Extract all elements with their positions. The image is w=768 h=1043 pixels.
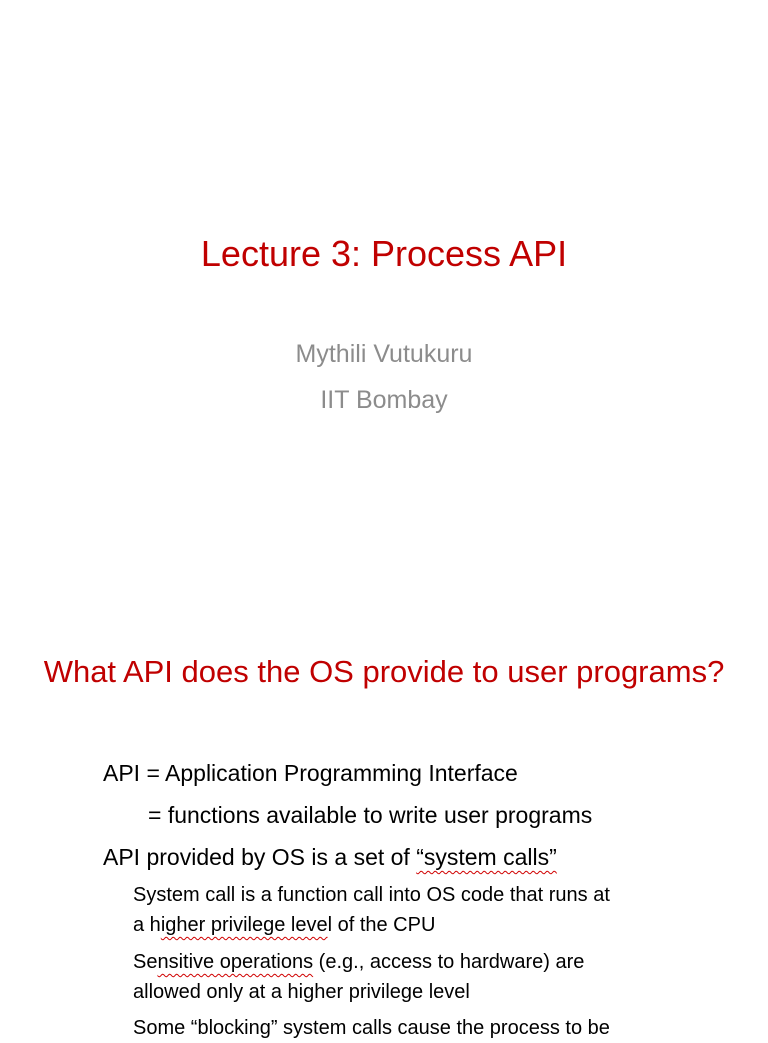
system-calls-term: “system calls”: [416, 844, 557, 870]
sensitive-text-end: (e.g., access to hardware) are: [313, 951, 585, 973]
bullet-api-definition: API = Application Programming Interface: [103, 760, 518, 786]
sub-bullet-blocking-calls: Some “blocking” system calls cause the process to be: [133, 1017, 610, 1039]
bullet-system-calls: [103, 842, 557, 872]
higher-privilege-term: igher privilege leve: [160, 914, 328, 936]
sub-bullet-privilege-level: [133, 910, 435, 940]
slide-system-calls: [0, 590, 768, 1039]
institution-name: IIT Bombay: [320, 386, 448, 414]
sensitive-operations-term: nsitive operations: [157, 951, 314, 973]
sub-bullet-sensitive-ops: [133, 947, 584, 977]
bullet-system-calls-text: API provided by OS is a set of: [103, 844, 417, 870]
sensitive-text-start: Se: [133, 951, 158, 973]
sub-bullet-allowed-only: allowed only at a higher privilege level: [133, 981, 470, 1003]
bullet-api-functions: = functions available to write user programs: [148, 802, 593, 828]
author-name: Mythili Vutukuru: [295, 340, 473, 368]
lecture-title: Lecture 3: Process API: [200, 233, 568, 274]
privilege-text-end: l of the CPU: [327, 914, 436, 936]
privilege-text-start: a h: [133, 914, 161, 936]
slide-heading: What API does the OS provide to user programs?: [43, 654, 725, 689]
sub-bullet-function-call: System call is a function call into OS code that runs at: [133, 884, 610, 906]
